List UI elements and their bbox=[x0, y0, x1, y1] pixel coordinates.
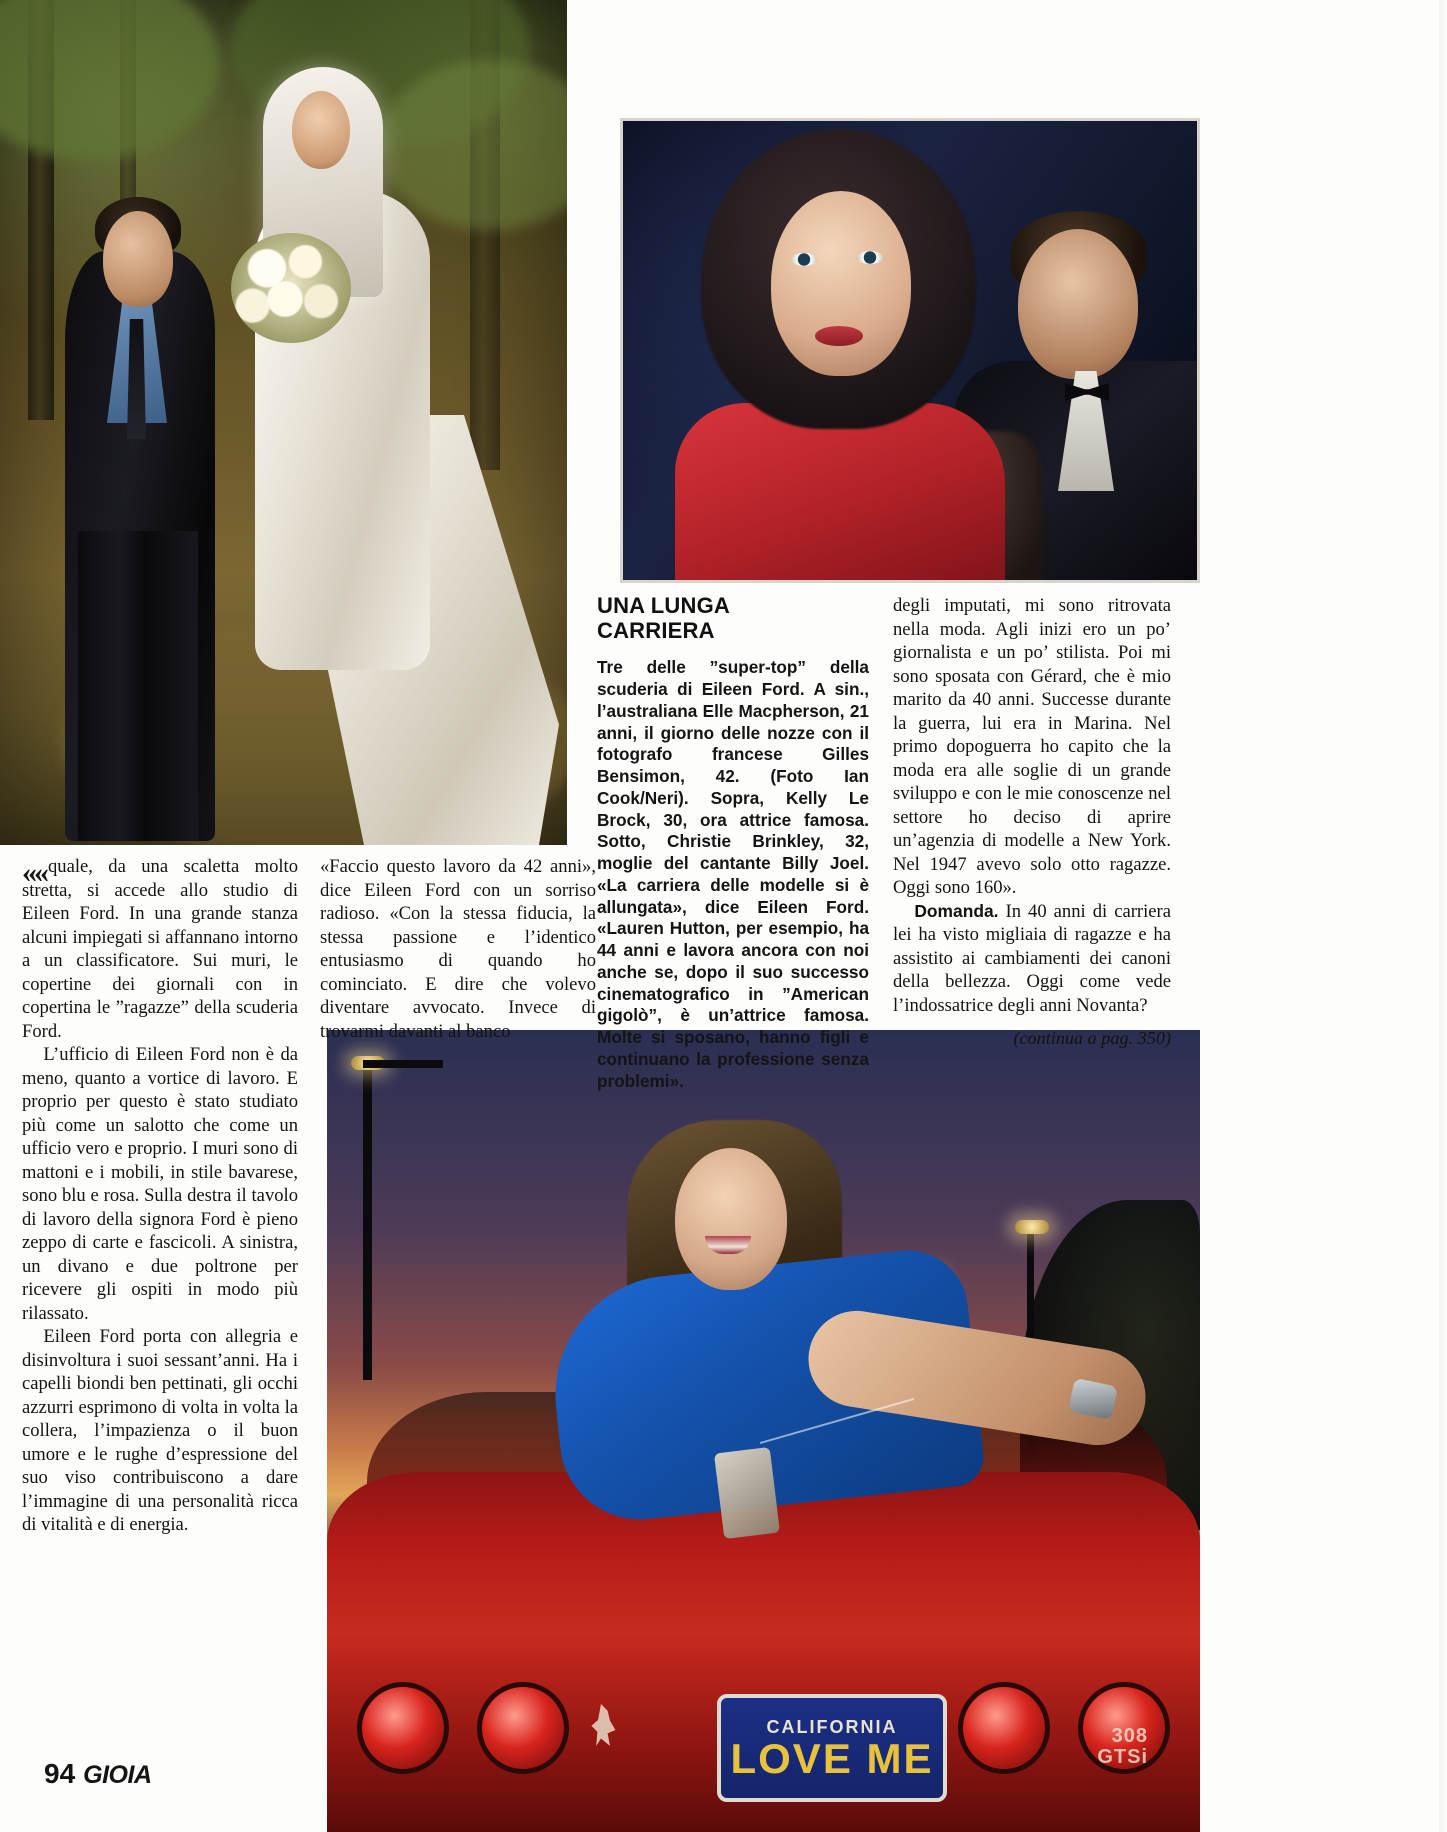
article-column-3 bbox=[893, 594, 1171, 1050]
sidebar-title-line1: UNA LUNGA bbox=[597, 593, 730, 618]
article-column-2 bbox=[320, 855, 596, 1043]
christie-brinkley-photo bbox=[327, 1030, 1200, 1832]
license-plate-number: LOVE ME bbox=[730, 1734, 934, 1782]
street-lamp-icon-2 bbox=[1015, 1220, 1049, 1234]
sidebar-article bbox=[597, 594, 869, 1092]
page-folio bbox=[44, 1758, 152, 1790]
article-column-1 bbox=[22, 855, 298, 1537]
paragraph: quale, da una scaletta molto stretta, si accede allo studio di Eileen Ford. In una grande stanza alcuni impiegati si affannano intorno a un classificatore. Sui muri, le copertine dei giornali con in copertina le ”ragazze” della scuderia Ford. bbox=[22, 856, 298, 1042]
wedding-photo bbox=[0, 0, 567, 845]
question-label: Domanda. bbox=[914, 900, 999, 921]
question-paragraph bbox=[893, 900, 1171, 1018]
continuation-note: (continua a pag. 350) bbox=[1013, 1028, 1171, 1049]
paragraph: Eileen Ford porta con allegria e disinvoltura i suoi sessant’anni. Ha i capelli biondi ben pettinati, gli occhi azzurri esprimono di volta in volta la collera, l’impazienza o il buon umore e le rughe d’espressione del suo viso contribuiscono a dare l’immagine di una personalità ricca di vitalità e di energia. bbox=[22, 1326, 298, 1536]
right-eye bbox=[857, 251, 883, 264]
paragraph: L’ufficio di Eileen Ford non è da meno, quanto a vortice di lavoro. E proprio per questo è stato studiato più come un salotto che come un ufficio vero e proprio. I muri sono di mattoni e i mobili, in stile bavarese, sono blu e rosa. Sulla destra il tavolo di lavoro della signora Ford è pieno zeppo di carte e fascicoli. A sinistra, un divano e due poltrone per ricevere gli ospiti in modo più rilassato. bbox=[22, 1044, 298, 1324]
license-plate bbox=[717, 1694, 947, 1802]
kelly-lebrock-photo bbox=[620, 118, 1200, 583]
paragraph: degli imputati, mi sono ritrovata nella moda. Agli inizi ero un po’ giornalista e un po’ stilista. Poi mi sono sposata con Gérard, che è mio marito da 40 anni. Successe durante la guerra, lui era in Marina. Nel primo dopoguerra ho capito che la moda era alle soglie di un grande sviluppo e con le mie conoscenze nel settore ho deciso di aprire un’agenzia di modelle a New York. Nel 1947 avevo solo otto ragazze. Oggi sono 160». bbox=[893, 595, 1171, 899]
groom-figure bbox=[45, 151, 230, 841]
lips bbox=[815, 326, 863, 346]
page-number: 94 bbox=[44, 1758, 76, 1789]
paragraph: «Faccio questo lavoro da 42 anni», dice Eileen Ford con un sorriso radioso. «Con la stessa fiducia, la stessa passione e l’identico entusiasmo di quando ho cominciato. E dire che volevo diventare avvocato. Invece di trovarmi davanti al banco bbox=[320, 856, 596, 1042]
opening-quote-marks: «« bbox=[22, 856, 46, 889]
car-model-badge: 308 GTSi bbox=[1097, 1725, 1148, 1768]
bridal-bouquet bbox=[231, 233, 351, 343]
bride-figure bbox=[225, 15, 565, 845]
sidebar-body: Tre delle ”super-top” della scuderia di Eileen Ford. A sin., l’australiana Elle Macpherson, 21 anni, il giorno delle nozze con il fotografo francese Gilles Bensimon, 42. (Foto Ian Cook/Neri). Sopra, Kelly Le Brock, 30, ora attrice famosa. Sotto, Christie Brinkley, 32, moglie del cantante Billy Joel. «La carriera delle modelle si è allungata», dice Eileen Ford. «Lauren Hutton, per esempio, ha 44 anni e lavora ancora con noi anche se, dopo il suo successo cinematografico in ”American gigolò”, è un’attrice famosa. Molte si sposano, hanno figli e continuano la professione senza problemi». bbox=[597, 657, 869, 1091]
left-eye bbox=[791, 253, 817, 266]
sidebar-title bbox=[597, 594, 869, 643]
magazine-name: GIOIA bbox=[83, 1761, 152, 1789]
sidebar-title-line2: CARRIERA bbox=[597, 617, 715, 643]
question-text: In 40 anni di carriera lei ha visto migliaia di ragazze e ha assistito ai cambiamenti dei canoni della bellezza. Oggi come vede l’indossatrice degli anni Novanta? bbox=[893, 900, 1171, 1016]
license-plate-state: CALIFORNIA bbox=[766, 1716, 898, 1737]
page-edge-shadow bbox=[1439, 0, 1447, 1832]
